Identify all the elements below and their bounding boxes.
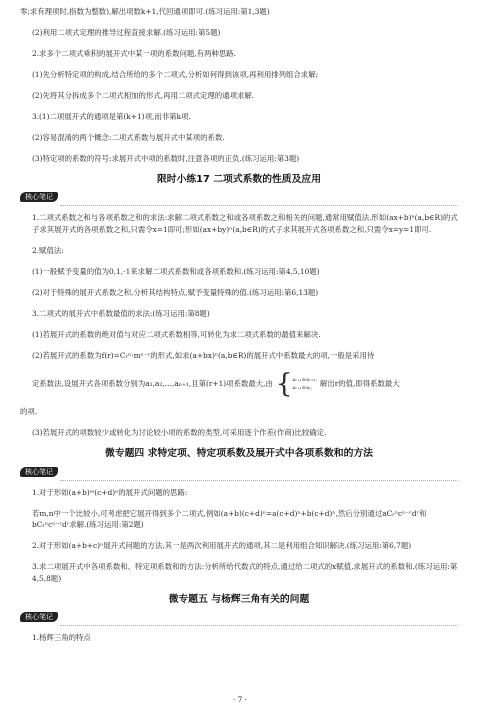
paragraph-part: 解出r的值,即得系数最大	[319, 379, 400, 389]
paragraph: (2)若展开式的系数为f(r)=Cᵣⁿ·mⁿ⁻ʳ的形式,如求(a+bx)ⁿ(a,b∈R)的展开式中系数最大的项,一般是采用待	[32, 350, 375, 360]
paragraph: 若m,n中一个比较小,可考虑把它展开得到多个二项式,例如(a+b)(c+d)ⁿ=a(c+d)ⁿ+b(c+d)ⁿ,然后分别通过aCᵣⁿcⁿ⁻ʳdʳ和bCᵣⁿcⁿ⁻ʳdʳ求解.(练习运用:第2题)	[32, 508, 427, 530]
paragraph: (1)先分析特定项的构成,结合所给的多个二项式,分析如何得到该项,再利用排列组合求解;	[32, 69, 319, 79]
paragraph: 1.二项式系数之和与各项系数之和的求法:求解二项式系数之和或各项系数之和相关的问题,通常用赋值法.形如(ax+b)ⁿ(a,b∈R)的式子求其展开式的各项系数之和,只需令x=1即可;形如(ax+by)ⁿ(a,b∈R)的式子求其展开式各项系数之和,只需令x=y=1即可.	[32, 213, 458, 235]
paragraph: (2)利用二项式定理的推导过程直接求解.(练习运用:第5题)	[32, 27, 221, 37]
divider	[60, 480, 458, 481]
section-title: 微专题四 求特定项、特定项系数及展开式中各项系数和的方法	[105, 447, 373, 459]
paragraph: 3.(1)二项展开式的通项是第(k+1)项,而非第k项.	[32, 111, 191, 121]
paragraph: 1.对于形如(a+b)ᵐ(c+d)ⁿ的展开式问题的思路:	[32, 487, 188, 497]
paragraph: 3.求二项展开式中各项系数和、特定项系数和的方法:分析所给代数式的特点,通过给二项式的x赋值,求展开式的系数和.(练习运用:第4,5,8题)	[32, 562, 458, 583]
paragraph: 的项.	[20, 406, 38, 416]
paragraph: (3)若展开式的项数较少或转化为讨论较小项的系数的类型,可采用逐个作差(作商)比较确定.	[32, 427, 327, 437]
paragraph: (2)先将其分拆成多个二项式相加的形式,再用二项式定理的通项求解.	[32, 90, 255, 100]
core-notes-badge: 核心笔记	[20, 467, 58, 477]
paragraph: 零;求有理项时,指数为整数),解出项数k+1,代回通项即可.(练习运用:第1,3题)	[20, 7, 270, 16]
section-title: 微专题五 与杨辉三角有关的问题	[168, 593, 310, 605]
paragraph: 2.求多个二项式乘积的展开式中某一项的系数问题,有两种思路.	[32, 48, 236, 58]
paragraph-part: 定系数法,设展开式各项系数分别为a₁,a₂,…,aₙ₊₁,且第(r+1)项系数最大,由	[32, 379, 273, 389]
inequality-system	[275, 368, 317, 399]
core-notes-badge: 核心笔记	[20, 192, 58, 202]
paragraph: 2.对于形如(a+b+c)ⁿ展开式问题的方法,其一是两次利用展开式的通项,其二是利用组合知识解决.(练习运用:第6,7题)	[32, 541, 412, 551]
equation-line	[20, 368, 458, 399]
paragraph: (2)对于特殊的展开式系数之和,分析其结构特点,赋予变量特殊的值.(练习运用:第6,13题)	[32, 288, 319, 298]
paragraph: (3)特定项的系数的符号:求展开式中项的系数时,注意各项的正负.(练习运用:第3题)	[32, 153, 300, 163]
paragraph: 3.二项式的展开式中系数最值的求法:(练习运用:第8题)	[32, 309, 210, 318]
paragraph: 2.赋值法:	[32, 246, 64, 256]
paragraph: (1)若展开式的系数的绝对值与对应二项式系数相等,可转化为求二项式系数的最值来解决.	[32, 329, 321, 339]
paragraph: 1.杨辉三角的特点	[32, 633, 91, 643]
core-notes-badge: 核心笔记	[20, 612, 58, 622]
paragraph: (1)一般赋予变量的值为0,1,-1来求解二项式系数和或各项系数和.(练习运用:第4,5,10题)	[32, 267, 320, 277]
inequality-bottom: aᵣ₊₁≥aᵣ,	[292, 384, 313, 391]
divider	[60, 205, 458, 206]
page-number: · 7 ·	[232, 695, 248, 704]
inequality-top: aᵣ₊₁≥aᵣ₊₂,	[292, 376, 317, 383]
section-title: 限时小练17 二项式系数的性质及应用	[157, 173, 321, 185]
left-brace-icon: {	[275, 368, 293, 399]
divider	[60, 625, 458, 626]
paragraph: (2)容易混淆的两个概念:二项式系数与展开式中某项的系数.	[32, 132, 225, 142]
